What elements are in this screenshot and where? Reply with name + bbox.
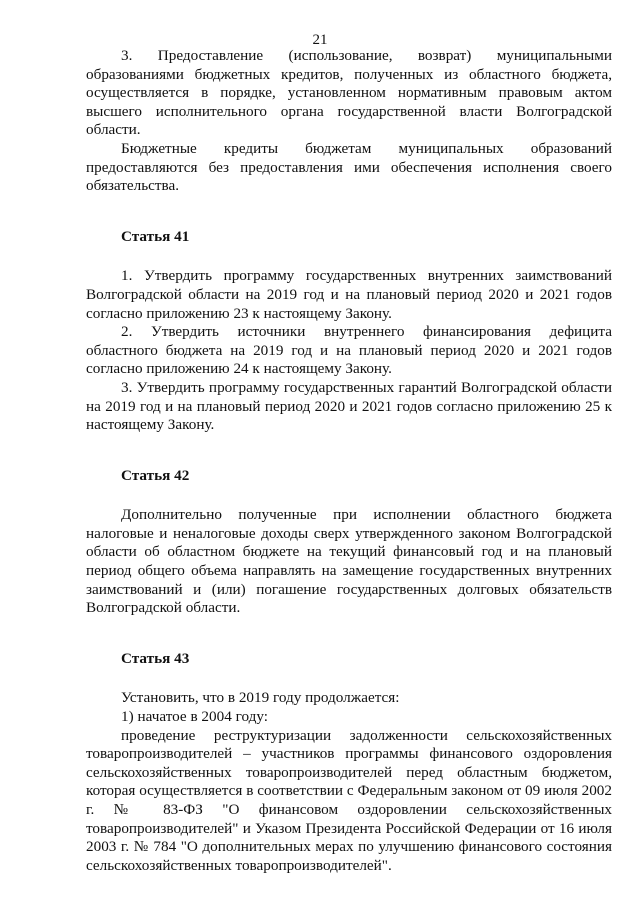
article-43-item-1: 1) начатое в 2004 году: [121,708,268,726]
article-41-heading: Статья 41 [121,227,190,245]
article-41-item-2: 2. Утвердить источники внутреннего финансирования дефицита областного бюджета на 2019 год и на плановый период 2020 и 2021 годов согласно приложению 24 к настоящему Закону. [86,323,612,378]
document-body [86,47,612,875]
article-43-restructuring-paragraph: проведение реструктуризации задолженности сельскохозяйственных товаропроизводителей – участников программы финансового оздоровления сельскохозяйственных товаропроизводителей перед областным бюджетом, которая осуществляется в соответствии с Федеральным законом от 09 июля 2002 г. № 83-ФЗ "О финансовом оздоровлении сельскохозяйственных товаропроизводителей" и Указом Президента Российской Федерации от 16 июля 2003 г. № 784 "О дополнительных мерах по улучшению финансового состояния сельскохозяйственных товаропроизводителей". [86,726,612,874]
article-42-paragraph: Дополнительно полученные при исполнении областного бюджета налоговые и неналоговые доходы сверх утвержденного законом Волгоградской области об областном бюджете на текущий финансовый год и на плановый период общего объема направлять на замещение государственных внутренних заимствований и (или) погашение государственных долговых обязательств Волгоградской области. [86,506,612,617]
paragraph-credit-provision: 3. Предоставление (использование, возврат) муниципальными образованиями бюджетных кредитов, полученных из областного бюджета, осуществляется в порядке, установленном нормативным правовым актом высшего исполнительного органа государственной власти Волгоградской области. [86,47,612,139]
article-42-heading: Статья 42 [121,466,190,484]
article-43-heading: Статья 43 [121,649,190,667]
article-41-item-3: 3. Утвердить программу государственных гарантий Волгоградской области на 2019 год и на плановый период 2020 и 2021 годов согласно приложению 25 к настоящему Закону. [86,378,612,434]
article-43-intro: Установить, что в 2019 году продолжается: [121,689,400,707]
article-41-item-1: 1. Утвердить программу государственных внутренних заимствований Волгоградской области на 2019 год и на плановый период 2020 и 2021 годов согласно приложению 23 к настоящему Закону. [86,267,612,322]
paragraph-credit-no-security: Бюджетные кредиты бюджетам муниципальных образований предоставляются без предоставления ими обеспечения исполнения своего обязательства. [86,139,612,195]
page-number: 21 [312,32,328,48]
